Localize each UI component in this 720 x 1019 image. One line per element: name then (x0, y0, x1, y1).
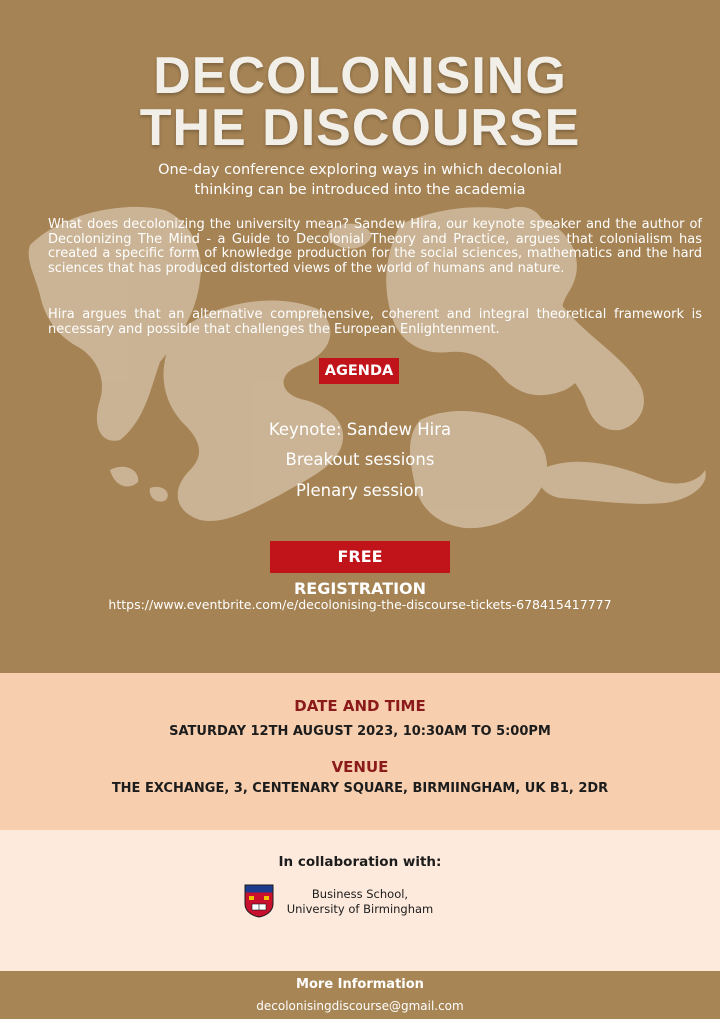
university-crest-icon (244, 884, 274, 918)
collaboration-band (0, 830, 720, 971)
date-value: SATURDAY 12TH AUGUST 2023, 10:30AM TO 5:00PM (169, 724, 551, 739)
venue-value: THE EXCHANGE, 3, CENTENARY SQUARE, BIRMIINGHAM, UK B1, 2DR (111, 781, 609, 796)
free-registration-label: FREE REGISTRATION (270, 541, 450, 573)
title-line-1: DECOLONISING (153, 47, 567, 105)
subtitle-line-1: One-day conference exploring ways in which decolonial (158, 162, 562, 178)
agenda-item-breakout: Breakout sessions (285, 450, 435, 469)
agenda-label: AGENDA (319, 358, 399, 384)
agenda-item-plenary: Plenary session (295, 481, 425, 500)
intro-paragraph-2: Hira argues that an alternative comprehensive, coherent and integral theoretical framework is necessary and possible that challenges the European Enlightenment. (48, 307, 702, 337)
contact-email-link[interactable]: decolonisingdiscourse@gmail.com (256, 999, 464, 1013)
date-heading: DATE AND TIME (294, 697, 426, 715)
registration-link[interactable]: https://www.eventbrite.com/e/decolonising-the-discourse-tickets-678415417777 (108, 597, 612, 612)
subtitle-line-2: thinking can be introduced into the academia (194, 182, 526, 198)
intro-paragraph-1: What does decolonizing the university mean? Sandew Hira, our keynote speaker and the author of Decolonizing The Mind - a Guide to Decolonial Theory and Practice, argues that colonialism has created a specific form of knowledge production for the social sciences, mathematics and the hard sciences that has produced distorted views of the world of humans and nature. (48, 217, 702, 277)
venue-heading: VENUE (331, 758, 389, 776)
footer-heading: More Information (296, 977, 424, 992)
title-line-2: THE DISCOURSE (139, 99, 581, 157)
subtitle (120, 160, 600, 200)
collaboration-heading: In collaboration with: (278, 854, 442, 870)
event-details-band (0, 673, 720, 830)
partner-line-2: University of Birmingham (286, 902, 434, 916)
partner-line-1: Business School, (311, 887, 409, 901)
agenda-item-keynote: Keynote: Sandew Hira (268, 420, 452, 439)
footer (0, 971, 720, 1019)
